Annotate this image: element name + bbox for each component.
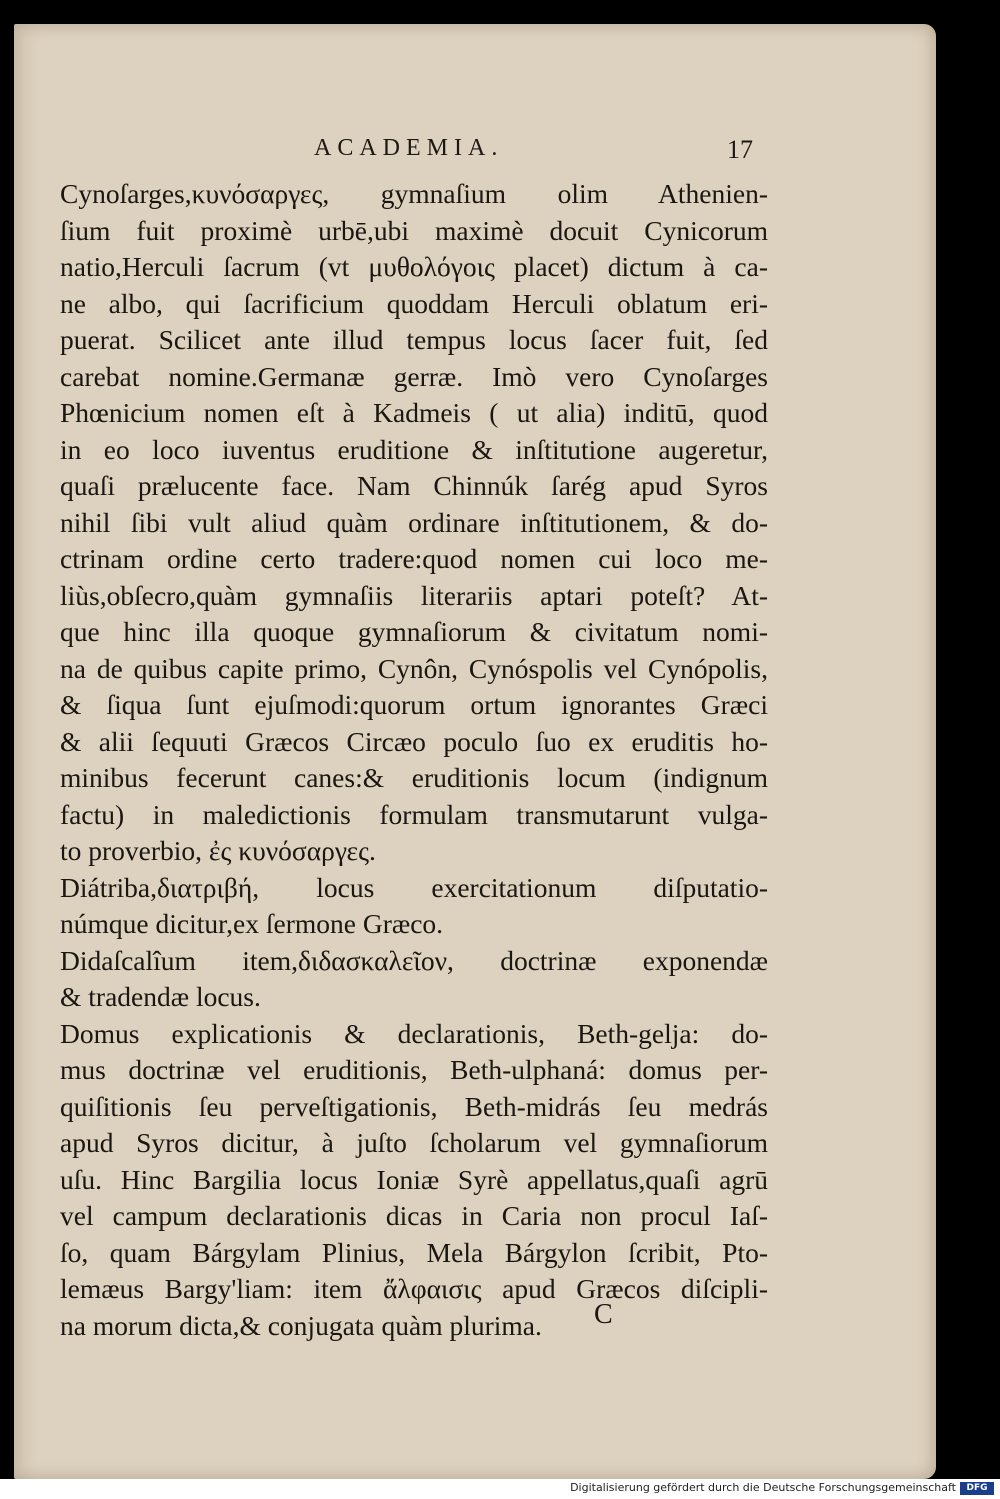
text-line: na de quibus capite primo, Cynôn, Cynóspolis vel Cynópolis, (60, 652, 768, 684)
text-line: to proverbio, ἐς κυνόσαργες. (60, 835, 376, 866)
text-line: apud Syros dicitur, à juſto ſcholarum vel gymnaſiorum (60, 1127, 768, 1158)
text-line: Didaſcalîum item,διδασκαλεῖον, doctrinæ exponendæ (60, 944, 768, 976)
text-line: carebat nomine.Germanæ gerræ. Imò vero Cynoſarges (60, 360, 768, 392)
text-line: quaſi prælucente face. Nam Chinnúk ſarég apud Syros (60, 470, 768, 501)
text-line: natio,Herculi ſacrum (vt μυθολόγοις placet) dictum à ca- (60, 251, 768, 282)
text-line: Domus explicationis & declarationis, Beth-gelja: do- (60, 1017, 768, 1049)
text-line: que hinc illa quoque gymnaſiorum & civitatum nomi- (60, 616, 768, 647)
text-line: lemæus Bargy'liam: item ἄλφαισις apud Græcos diſcipli- (60, 1273, 768, 1304)
footer-credit: Digitalisierung gefördert durch die Deutsche Forschungsgemeinschaft (570, 1481, 956, 1494)
text-line: vel campum declarationis dicas in Caria non procul Iaſ- (60, 1200, 768, 1231)
text-line: minibus fecerunt canes:& eruditionis locum (indignum (60, 762, 768, 793)
text-line: factu) in maledictionis formulam transmutarunt vulga- (60, 798, 768, 830)
text-line: & ſiqua ſunt ejuſmodi:quorum ortum ignorantes Græci (60, 689, 768, 720)
text-line: quiſitionis ſeu perveſtigationis, Beth-midrás ſeu medrás (60, 1090, 768, 1122)
text-line: ſium fuit proximè urbē,ubi maximè docuit Cynicorum (60, 214, 768, 246)
text-line: ctrinam ordine certo tradere:quod nomen cui loco me- (60, 543, 768, 574)
text-line: & alii ſequuti Græcos Circæo poculo ſuo ex eruditis ho- (60, 725, 768, 757)
text-line: nihil ſibi vult aliud quàm ordinare inſtitutionem, & do- (60, 506, 768, 538)
footer-bar (0, 1479, 1000, 1499)
text-line: in eo loco iuventus eruditione & inſtitutione augeretur, (60, 433, 768, 465)
text-line: puerat. Scilicet ante illud tempus locus ſacer fuit, ſed (60, 324, 768, 355)
text-line: na morum dicta,& conjugata quàm plurima. (60, 1309, 542, 1341)
text-line: Diátriba,διατριβή, locus exercitationum diſputatio- (60, 871, 768, 903)
text-line: Cynoſarges,κυνόσαργες, gymnaſium olim Athenien- (60, 178, 768, 209)
book-page (14, 24, 936, 1479)
text-line: uſu. Hinc Bargilia locus Ioniæ Syrè appellatus,quaſi agrū (60, 1163, 768, 1195)
text-line: & tradendæ locus. (60, 981, 261, 1012)
text-line: mus doctrinæ vel eruditionis, Beth-ulphaná: domus per- (60, 1054, 768, 1085)
page-number: 17 (727, 135, 753, 164)
text-line: liùs,obſecro,quàm gymnaſiis literariis aptari poteſt? At- (60, 579, 768, 611)
running-head: ACADEMIA. (314, 135, 504, 161)
body-text (60, 176, 768, 1344)
catchword: C (594, 1299, 613, 1330)
text-line: númque dicitur,ex ſermone Græco. (60, 908, 444, 939)
text-line: ſo, quam Bárgylam Plinius, Mela Bárgylon ſcribit, Pto- (60, 1236, 768, 1268)
text-line: Phœnicium nomen eſt à Kadmeis ( ut alia) inditū, quod (60, 397, 768, 428)
dfg-logo-icon: DFG (960, 1482, 994, 1495)
text-line: ne albo, qui ſacrificium quoddam Herculi oblatum eri- (60, 287, 768, 319)
